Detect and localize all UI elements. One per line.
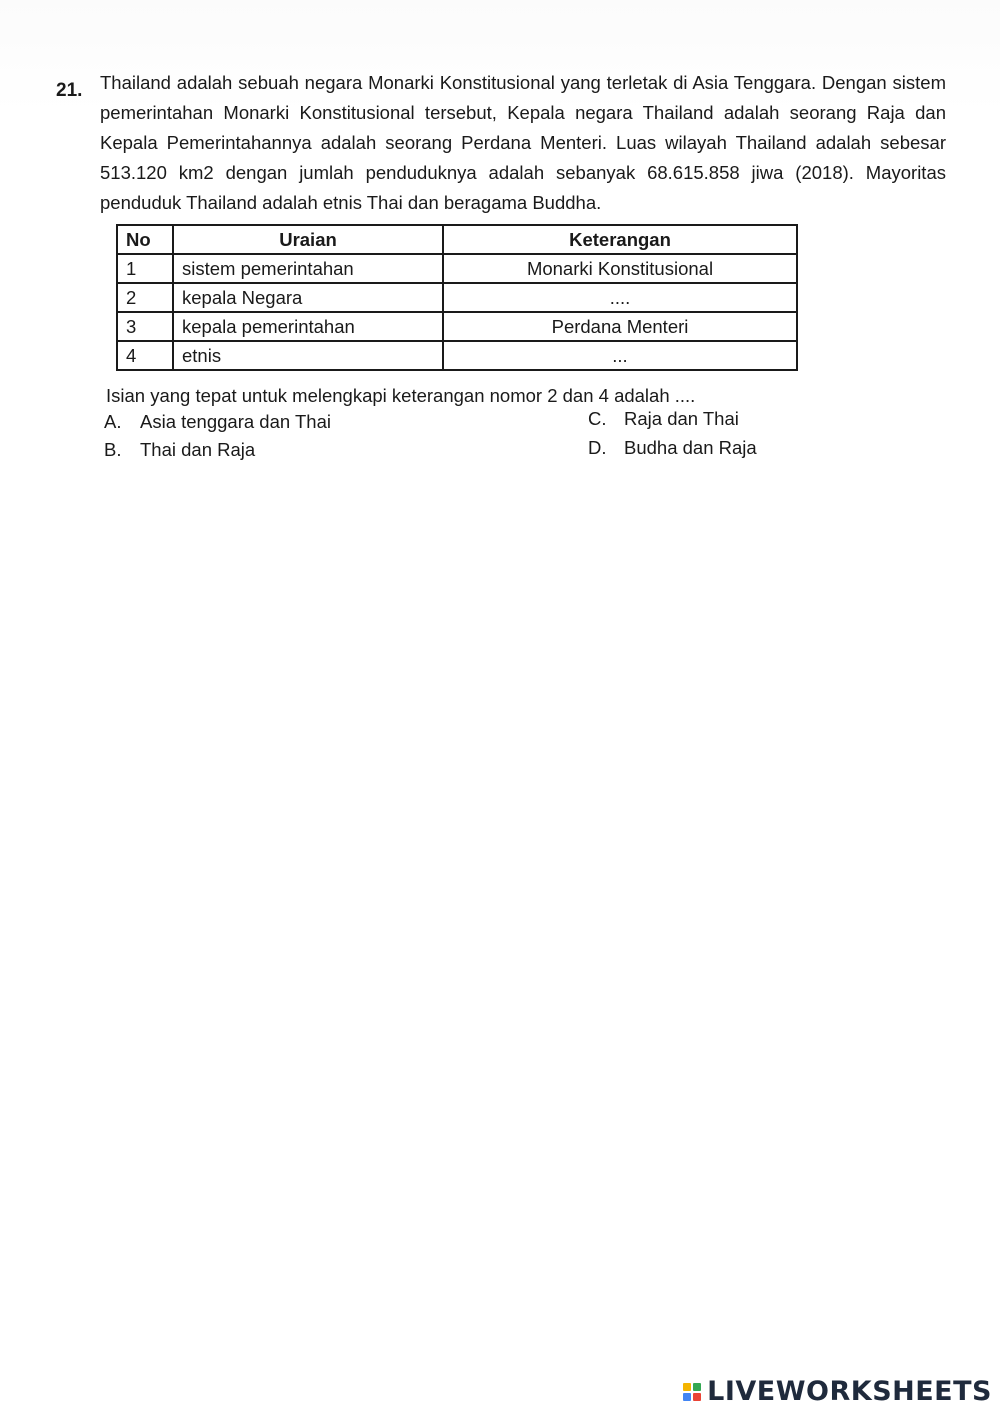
option-text: Thai dan Raja [140, 439, 256, 460]
option-c[interactable] [588, 408, 739, 430]
header-keterangan: Keterangan [443, 225, 797, 254]
liveworksheets-watermark [683, 1376, 992, 1407]
option-text: Raja dan Thai [624, 408, 739, 429]
option-text: Asia tenggara dan Thai [140, 411, 331, 432]
option-text: Budha dan Raja [624, 437, 757, 458]
question-number: 21. [56, 80, 83, 101]
cell-keterangan-blank: .... [443, 283, 797, 312]
cell-keterangan: Monarki Konstitusional [443, 254, 797, 283]
option-a[interactable] [104, 411, 331, 433]
logo-square [683, 1383, 691, 1391]
logo-square [693, 1393, 701, 1401]
option-letter: B. [104, 439, 122, 460]
cell-no: 4 [117, 341, 173, 370]
option-letter: A. [104, 411, 122, 432]
cell-uraian: kepala pemerintahan [173, 312, 443, 341]
cell-uraian: sistem pemerintahan [173, 254, 443, 283]
cell-no: 1 [117, 254, 173, 283]
question-21 [56, 68, 946, 473]
cell-keterangan: Perdana Menteri [443, 312, 797, 341]
cell-uraian: etnis [173, 341, 443, 370]
table-row [117, 341, 797, 370]
question-prompt: Isian yang tepat untuk melengkapi keterangan nomor 2 dan 4 adalah .... [106, 385, 696, 406]
option-d[interactable] [588, 437, 757, 459]
liveworksheets-logo-icon [683, 1383, 701, 1401]
answer-options [104, 408, 946, 473]
cell-no: 3 [117, 312, 173, 341]
table-header-row [117, 225, 797, 254]
option-letter: C. [588, 408, 607, 429]
table-row [117, 254, 797, 283]
question-paragraph: Thailand adalah sebuah negara Monarki Konstitusional yang terletak di Asia Tenggara. Dengan sistem pemerintahan Monarki Konstitusional tersebut, Kepala negara Thailand adalah seorang Raja dan Kepala Pemerintahannya adalah seorang Perdana Menteri. Luas wilayah Thailand adalah sebesar 513.120 km2 dengan jumlah penduduknya adalah sebanyak 68.615.858 jiwa (2018). Mayoritas penduduk Thailand adalah etnis Thai dan beragama Buddha. [100, 72, 946, 213]
option-letter: D. [588, 437, 607, 458]
header-no: No [117, 225, 173, 254]
table-row [117, 283, 797, 312]
cell-keterangan-blank: ... [443, 341, 797, 370]
watermark-text: LIVEWORKSHEETS [707, 1376, 992, 1407]
logo-square [683, 1393, 691, 1401]
table-row [117, 312, 797, 341]
header-uraian: Uraian [173, 225, 443, 254]
info-table [116, 224, 798, 371]
cell-uraian: kepala Negara [173, 283, 443, 312]
option-b[interactable] [104, 439, 255, 461]
cell-no: 2 [117, 283, 173, 312]
logo-square [693, 1383, 701, 1391]
